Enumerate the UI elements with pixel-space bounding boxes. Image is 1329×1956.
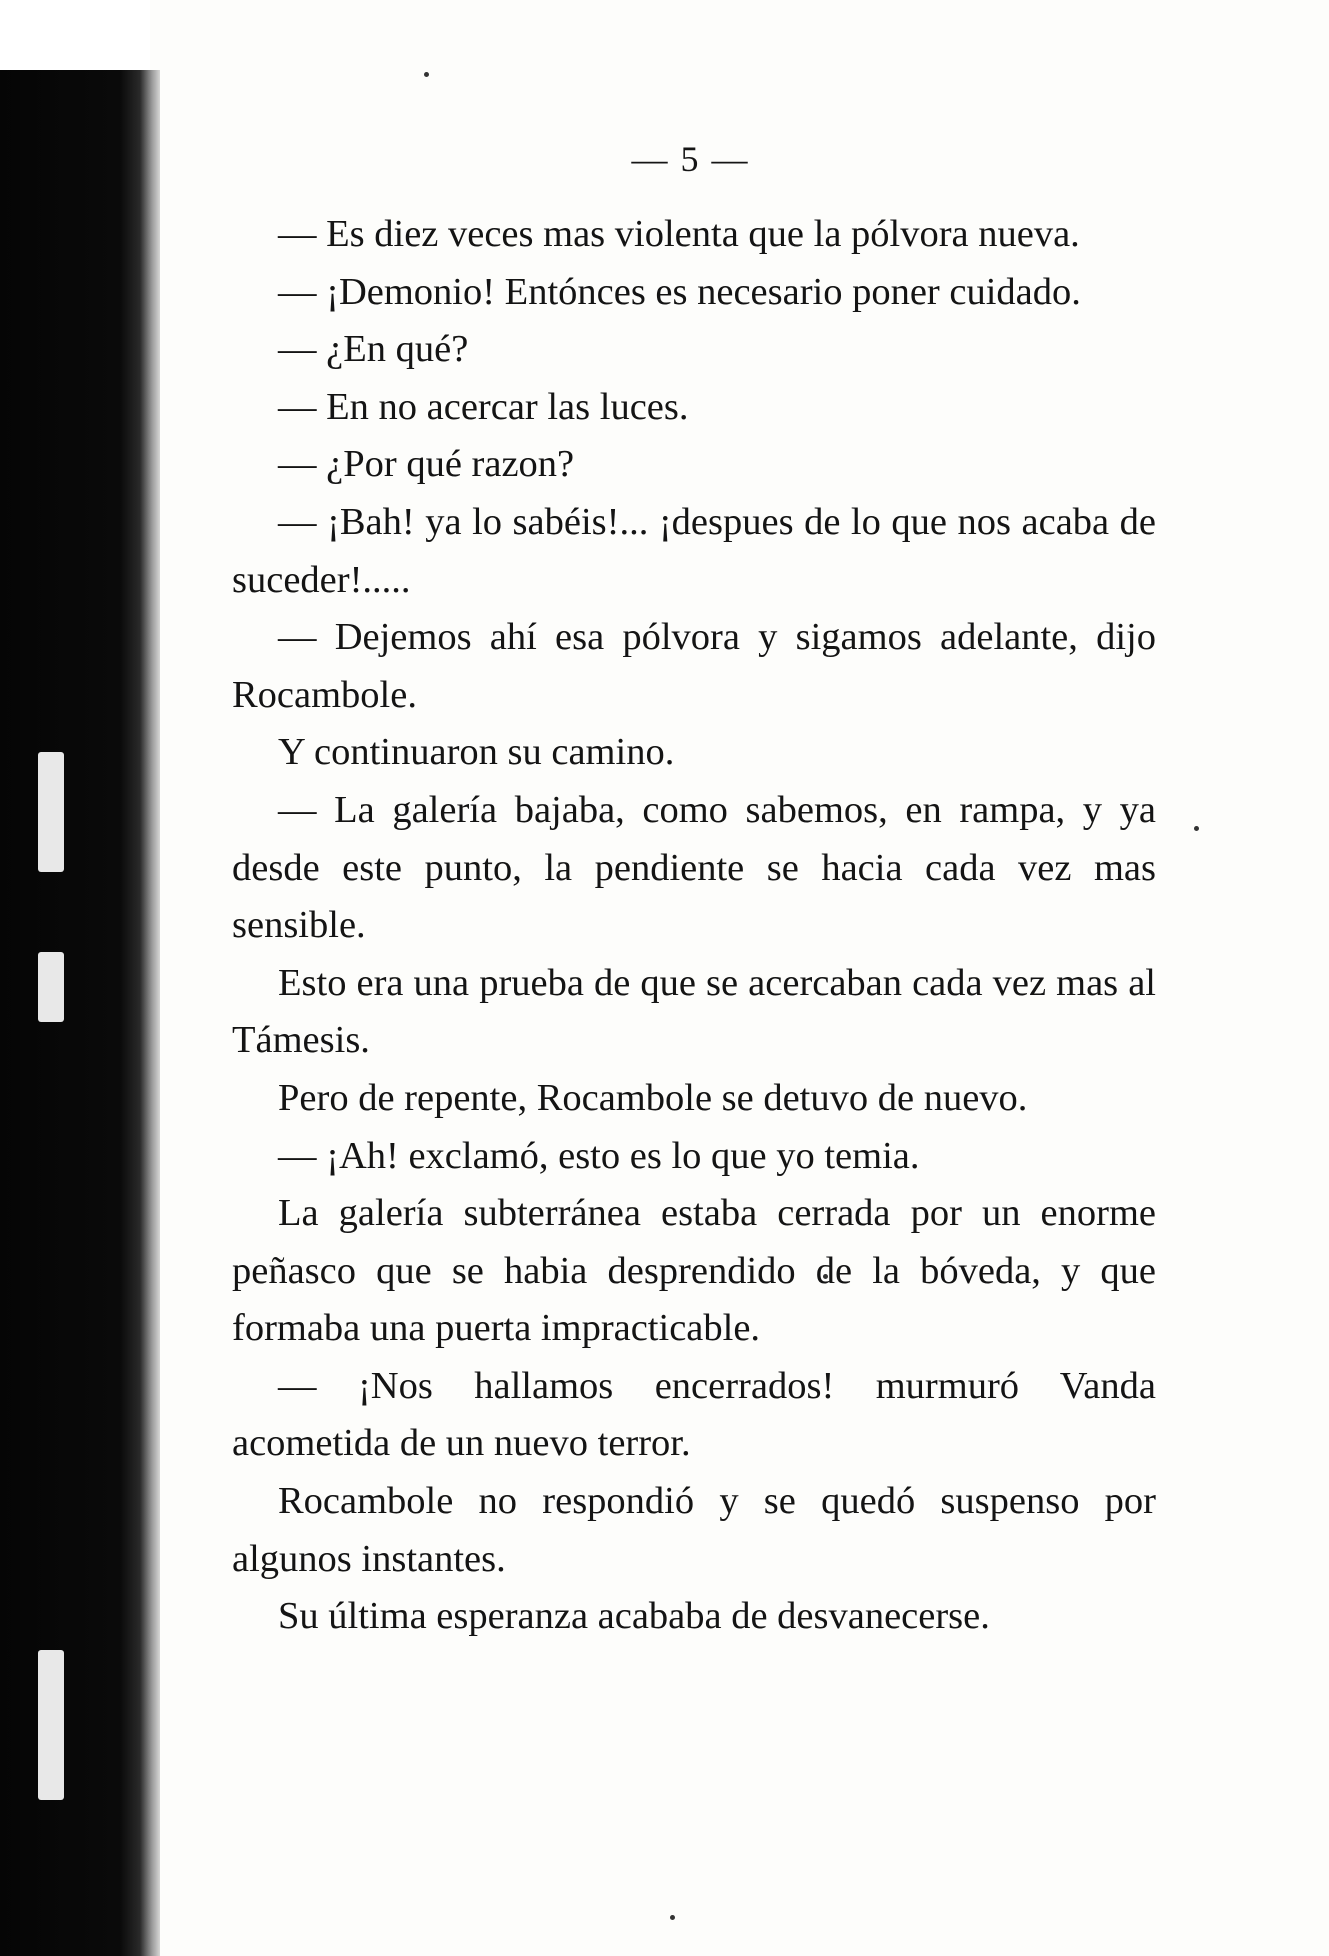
paragraph: Esto era una prueba de que se acercaban cada vez mas al Támesis. [232,961,1156,1062]
paragraph: — ¡Bah! ya lo sabéis!... ¡despues de lo que nos acaba de suceder!..... [232,500,1156,601]
binding-edge [0,70,160,1956]
paragraph: Su última esperanza acababa de desvanecerse. [278,1595,990,1638]
ink-speck [670,1915,675,1920]
paragraph: — La galería bajaba, como sabemos, en rampa, y ya desde este punto, la pendiente se hacia cada vez mas sensible. [232,788,1156,947]
body-text [232,206,1156,1646]
paragraph: La galería subterránea estaba cerrada por un enorme peñasco que se habia desprendido de la bóveda, y que formaba una puerta impracticable. [232,1192,1156,1350]
paragraph: — Es diez veces mas violenta que la pólvora nueva. [278,213,1080,255]
paragraph: — ¿En qué? [278,328,469,371]
paragraph: — Dejemos ahí esa pólvora y sigamos adelante, dijo Rocambole. [232,616,1156,716]
paragraph: Pero de repente, Rocambole se detuvo de nuevo. [278,1076,1028,1119]
paragraph: Rocambole no respondió y se quedó suspenso por algunos instantes. [232,1480,1156,1580]
paragraph: — ¡Nos hallamos encerrados! murmuró Vanda acometida de un nuevo terror. [232,1364,1156,1465]
binding-notch [38,1650,64,1800]
paragraph: — En no acercar las luces. [278,385,689,428]
paragraph: — ¡Demonio! Entónces es necesario poner cuidado. [278,270,1081,313]
paragraph: — ¡Ah! exclamó, esto es lo que yo temia. [278,1134,920,1177]
paragraph: Y continuaron su camino. [278,731,675,774]
ink-speck [424,72,429,77]
binding-notch [38,752,64,872]
ink-speck [1194,826,1199,831]
paragraph: — ¿Por qué razon? [278,443,575,486]
page-number: — 5 — [631,139,750,179]
binding-notch [38,952,64,1022]
